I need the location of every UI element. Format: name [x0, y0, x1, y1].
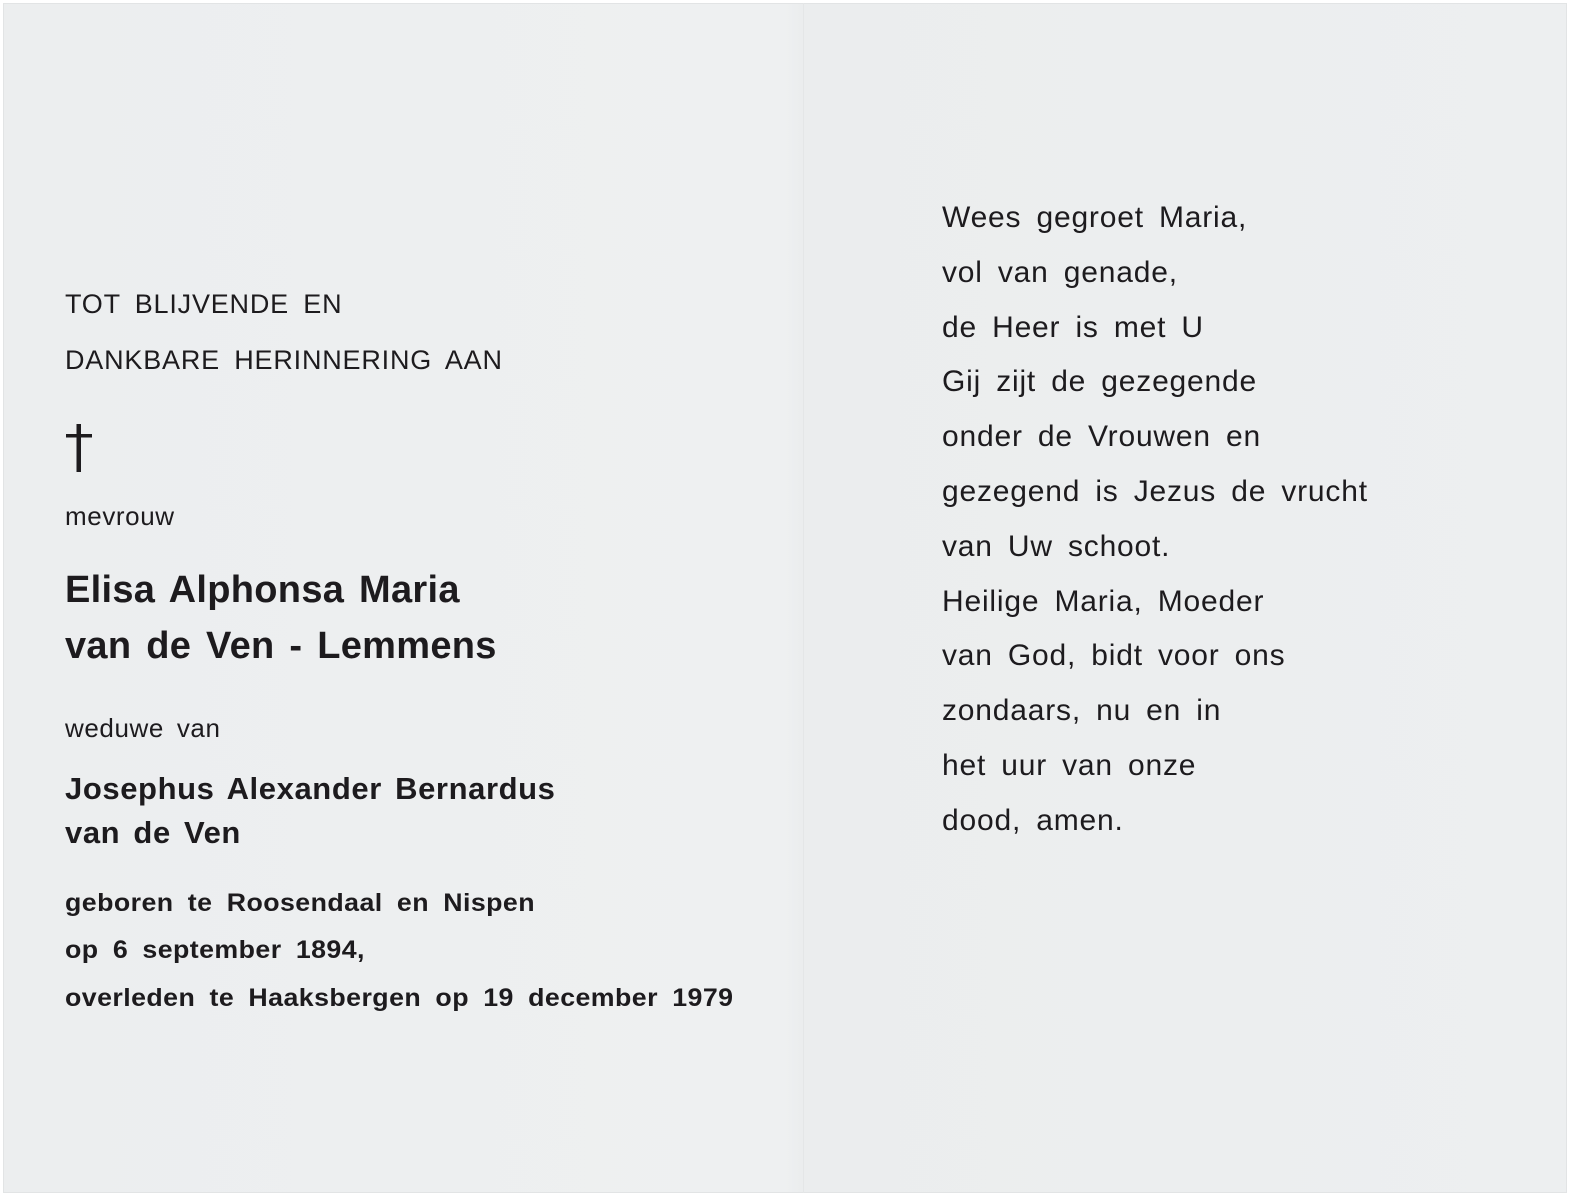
prayer-line: gezegend is Jezus de vrucht — [942, 474, 1368, 508]
heading-line-1: TOT BLIJVENDE EN — [65, 289, 343, 319]
prayer-line: Wees gegroet Maria, — [942, 201, 1248, 234]
prayer-line: vol van genade, — [942, 255, 1178, 289]
prayer-line: van God, bidt voor ons — [942, 639, 1286, 673]
prayer-text — [942, 191, 1368, 849]
relation-label: weduwe van — [65, 713, 221, 743]
deceased-name-line-1: Elisa Alphonsa Maria — [65, 569, 460, 611]
prayer-line: van Uw schoot. — [942, 529, 1171, 563]
prayer-line: het uur van onze — [942, 748, 1197, 782]
birth-place: geboren te Roosendaal en Nispen — [65, 889, 536, 917]
birth-date: op 6 september 1894, — [65, 936, 365, 964]
prayer-line: dood, amen. — [942, 803, 1124, 837]
prayer-line: Heilige Maria, Moeder — [942, 584, 1265, 618]
prayer-line: de Heer is met U — [942, 310, 1204, 344]
card-fold-line — [803, 3, 804, 1193]
prayer-line: Gij zijt de gezegende — [942, 365, 1257, 399]
death-info: overleden te Haaksbergen op 19 december 1979 — [65, 984, 734, 1012]
husband-name-line-1: Josephus Alexander Bernardus — [65, 771, 556, 806]
prayer-line: onder de Vrouwen en — [942, 420, 1261, 454]
memorial-card — [3, 3, 1567, 1193]
husband-name-line-2: van de Ven — [65, 815, 241, 850]
heading-line-2: DANKBARE HERINNERING AAN — [65, 345, 503, 375]
title-mevrouw: mevrouw — [65, 501, 175, 531]
deceased-name-line-2: van de Ven - Lemmens — [65, 625, 497, 667]
cross-icon — [65, 423, 93, 473]
prayer-line: zondaars, nu en in — [942, 694, 1222, 728]
